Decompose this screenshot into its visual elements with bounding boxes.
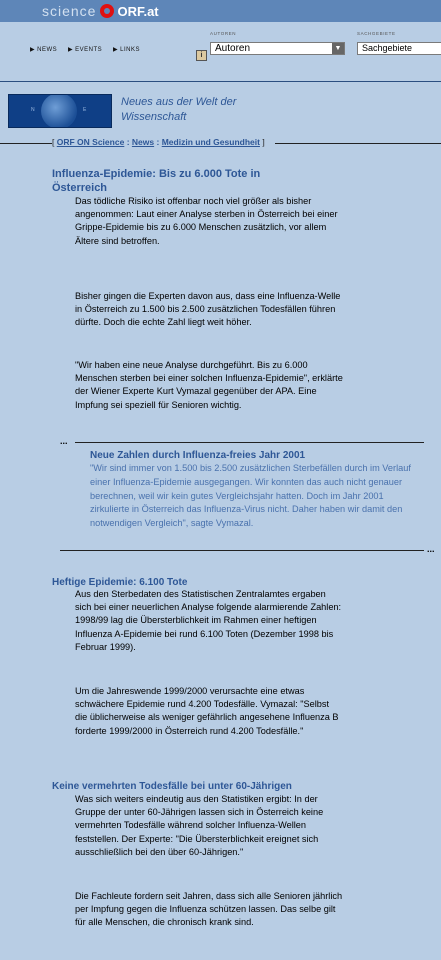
- orf-ring-icon: [100, 4, 114, 18]
- globe-label-right: E: [83, 107, 87, 113]
- sachgebiete-select[interactable]: [357, 42, 441, 55]
- quote-title: Neue Zahlen durch Influenza-freies Jahr 2001: [90, 450, 306, 461]
- article-paragraph: Aus den Sterbedaten des Statistischen Zentralamtes ergaben sich bei einer neuerlichen Analyse folgende alarmierende Zahlen: 1998/99 lag die Übersterblichkeit im Rahmen einer heftigen Influenza A-Epidemie bei rund 6.100 Toten (Dezember 1998 bis Februar 1999).: [75, 589, 342, 652]
- globe-icon: [41, 94, 77, 128]
- globe-banner-image: [8, 94, 112, 128]
- quote-rule-bottom: [60, 550, 424, 551]
- nav-events-label: EVENTS: [75, 47, 103, 53]
- triangle-right-icon: ▶: [68, 47, 74, 53]
- breadcrumb-rule-left: [0, 143, 52, 144]
- sachgebiete-select-value: Sachgebiete: [362, 43, 413, 53]
- breadcrumb-news[interactable]: News: [131, 137, 155, 147]
- tagline: [121, 95, 236, 125]
- nav-news-label: NEWS: [37, 47, 58, 53]
- breadcrumb-rule-right: [275, 143, 441, 144]
- tagline-line-1: Neues aus der Welt der: [121, 96, 237, 108]
- article-paragraph: Bisher gingen die Experten davon aus, dass eine Influenza-Welle in Österreich zu 1.500 bis 2.500 zusätzlichen Todesfällen führen dürfte. Doch die echte Zahl liegt weit höher.: [75, 291, 341, 328]
- triangle-right-icon: ▶: [113, 47, 119, 53]
- sachgebiete-caption: SACHGEBIETE: [357, 31, 396, 36]
- breadcrumb-separator: :: [126, 137, 130, 147]
- quote-rule-top: [75, 442, 424, 443]
- nav-links-label: LINKS: [120, 47, 140, 53]
- dropdown-arrow-icon[interactable]: ▼: [332, 43, 344, 54]
- info-icon[interactable]: i: [196, 50, 207, 61]
- autoren-select[interactable]: [210, 42, 345, 55]
- quote-dots-left: ...: [60, 436, 68, 446]
- section-heading: Heftige Epidemie: 6.100 Tote: [52, 577, 188, 588]
- autoren-caption: AUTOREN: [210, 31, 237, 36]
- quote-dots-right: ...: [427, 544, 435, 554]
- nav-news-link[interactable]: [30, 46, 57, 53]
- nav-links-link[interactable]: [113, 46, 140, 53]
- logo-orf-text: ORF.at: [117, 3, 159, 19]
- article-paragraph: "Wir haben eine neue Analyse durchgeführt. Bis zu 6.000 Menschen sterben bei einer solchen Influenza-Epidemie", erklärte der Wiener Experte Kurt Vymazal gegenüber der APA. Eine Impfung sei speziell für Senioren wichtig.: [75, 360, 343, 410]
- article-title-line-2: Österreich: [52, 182, 108, 194]
- tagline-line-2: Wissenschaft: [121, 111, 187, 123]
- breadcrumb: [ ORF ON Science : News : Medizin und Gesundheit ]: [52, 137, 265, 147]
- article-paragraph: Was sich weiters eindeutig aus den Statistiken ergibt: In der Gruppe der unter 60-Jährigen lassen sich in Österreich keine vermehrten Todesfälle während solcher Influenza-Wellen feststellen. Der Experte: "Die Übersterblichkeit ereignet sich ausschließlich bei den über 60-Jährigen.": [75, 794, 324, 857]
- logo-science-text: science: [42, 3, 97, 19]
- article-paragraph: Die Fachleute fordern seit Jahren, dass sich alle Senioren jährlich per Impfung gegen die Influenza schützen lassen. Das selbe gilt für alle Menschen, die chronisch krank sind.: [75, 891, 343, 928]
- quote-text: "Wir sind immer von 1.500 bis 2.500 zusätzlichen Sterbefällen durch im Verlauf einer Influenza-Epidemie ausgegangen. Wir konnten das auch nicht genauer berechnen, weil wir kein gutes Vergleichsjahr hatten. Doch im Jahr 2001 zirkulierte in Österreich das Influenza-Virus nicht. Daher haben wir damit den notwendigen Vergleich", sagte Vymazal.: [90, 463, 411, 529]
- article-paragraph: Um die Jahreswende 1999/2000 verursachte eine etwas schwächere Epidemie rund 4.200 Todesfälle. Vymazal: "Selbst die üblicherweise als weniger gefährlich angesehene Influenza B forderte 1999/2000 in Österreich rund 4.200 Todesfälle.": [75, 686, 339, 736]
- article-lead: Das tödliche Risiko ist offenbar noch viel größer als bisher angenommen: Laut einer Analyse sterben in Österreich bei einer Grippe-Epidemie bis zu 6.000 Menschen zusätzlich, vor allem Ältere sind betroffen.: [75, 196, 338, 246]
- breadcrumb-orf-on-science[interactable]: ORF ON Science: [56, 137, 125, 147]
- triangle-right-icon: ▶: [30, 47, 36, 53]
- autoren-select-value: Autoren: [215, 43, 251, 54]
- section-heading: Keine vermehrten Todesfälle bei unter 60-Jährigen: [52, 781, 292, 792]
- site-logo[interactable]: [42, 1, 159, 21]
- globe-label-left: N: [31, 107, 35, 113]
- article-title: [52, 167, 260, 195]
- breadcrumb-separator: :: [156, 137, 160, 147]
- nav-events-link[interactable]: [68, 46, 102, 53]
- header-divider: [0, 81, 441, 82]
- breadcrumb-medizin[interactable]: Medizin und Gesundheit: [161, 137, 260, 147]
- article-title-line-1: Influenza-Epidemie: Bis zu 6.000 Tote in: [52, 168, 261, 180]
